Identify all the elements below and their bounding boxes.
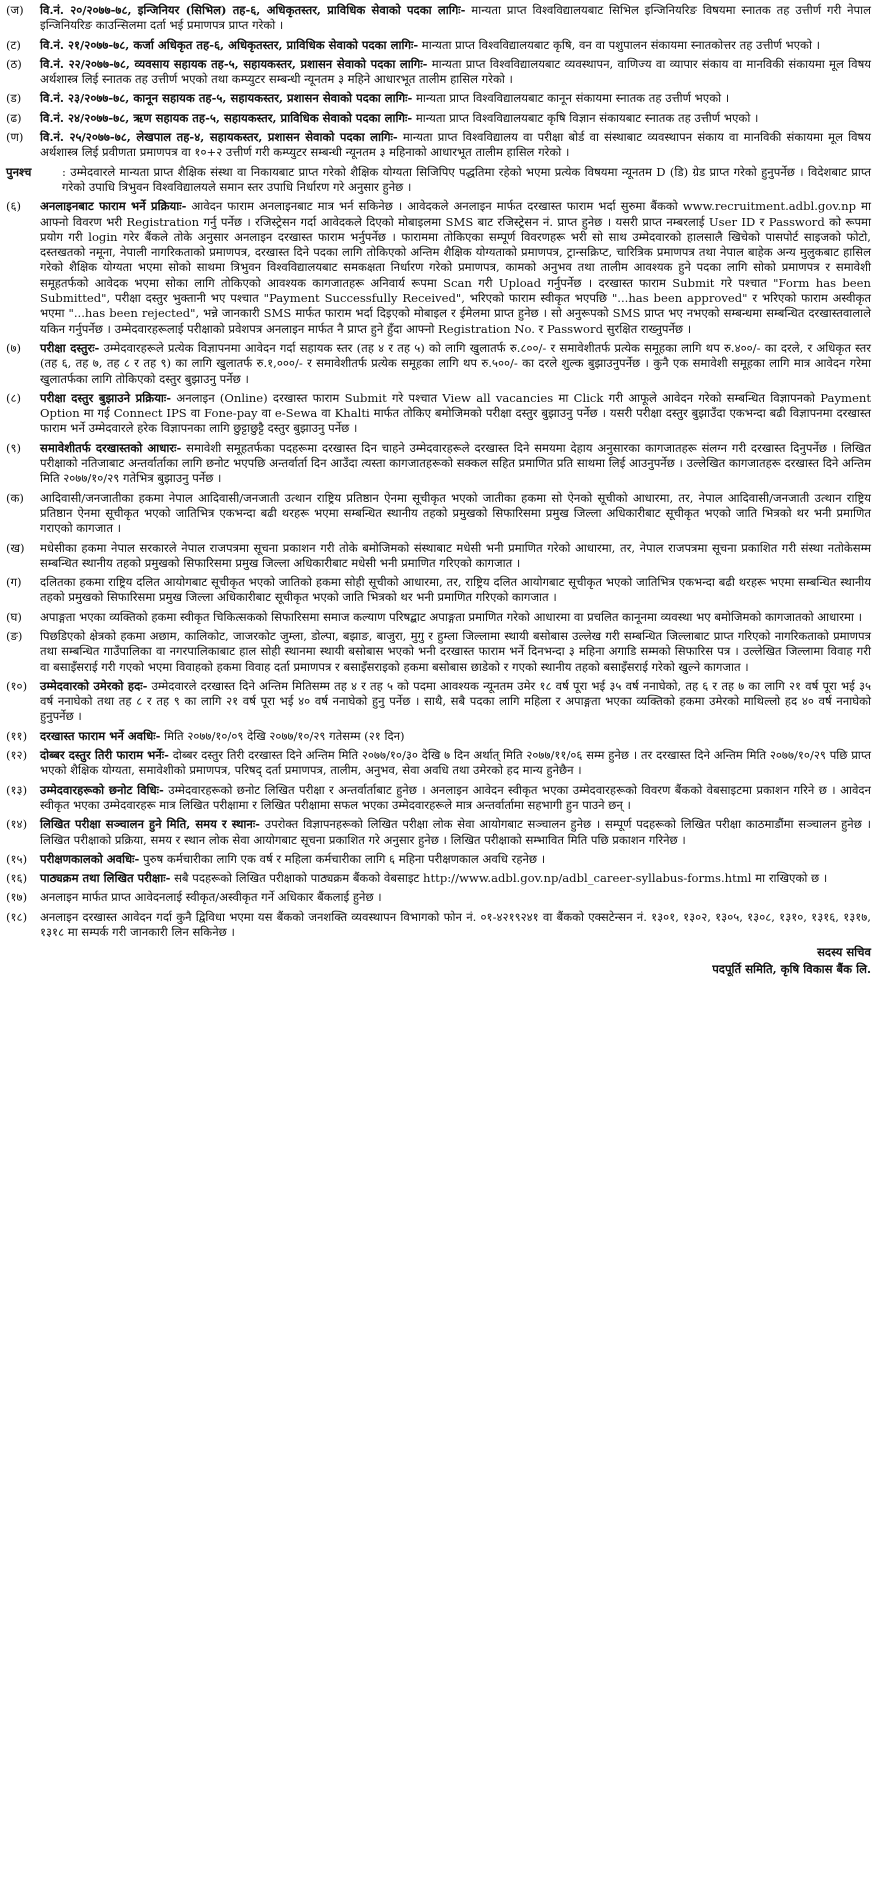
clause-text: मिति २०७७/१०/०९ देखि २०७७/१०/२९ गतेसम्म (२१ दिन)	[160, 728, 405, 743]
clause-body	[40, 3, 871, 34]
clause-text: मधेसीका हकमा नेपाल सरकारले नेपाल राजपत्रमा सूचना प्रकाशन गरी तोके बमोजिमको संस्थाबाट मधेसी भनी प्रमाणित गरेको आधारमा, तर, नेपाल राजपत्रमा सूचना प्रकाशित गरी संस्था नतोकेसम्म सम्बन्धित स्थानीय तहको प्रमुखको सिफारिसमा प्रमुख जिल्ला अधिकारीबाट मधेसी भनी प्रमाणित गरिएको कागजात ।	[40, 540, 871, 570]
notice-clause	[6, 165, 871, 196]
clause-text: मान्यता प्राप्त विश्वविद्यालय वा परीक्षा बोर्ड वा संस्थाबाट व्यवस्थापन संकाय वा मानविकी संकायमा मूल विषय अर्थशास्त्र लिई प्रवीणता प्रमाणपत्र वा १०+२ उत्तीर्ण गरी कम्प्युटर सम्बन्धी न्यूनतम ३ महिनाको आधारभूत तालीम हासिल गरेको ।	[40, 130, 871, 160]
clause-body	[40, 575, 871, 606]
clause-body	[40, 38, 871, 53]
clause-text: उम्मेदवारहरूको छनोट लिखित परीक्षा र अन्तर्वार्ताबाट हुनेछ । अनलाइन आवेदन स्वीकृत भएका उम्मेदवारहरूको विवरण बैंकको वेबसाइटमा प्रकाशन गरिने छ । आवेदन स्वीकृत भएका उम्मेदवारहरू मात्र लिखित परीक्षामा र लिखित परीक्षामा सफल भएका उम्मेदवारहरूले मात्र अन्तर्वार्तामा सहभागी हुन पाउने छन् ।	[40, 782, 871, 812]
clause-body	[40, 783, 871, 814]
clause-heading: दोब्बर दस्तुर तिरी फाराम भर्नेः-	[40, 748, 169, 763]
clause-number: (१२)	[6, 748, 28, 763]
notice-clause	[6, 910, 871, 941]
clause-number: (१०)	[6, 678, 28, 693]
notice-clause	[6, 199, 871, 337]
notice-items	[6, 3, 871, 940]
notice-clause	[6, 130, 871, 161]
clause-heading: परीक्षा दस्तुरः-	[40, 340, 100, 355]
notice-clause	[6, 629, 871, 675]
clause-number: (१८)	[6, 909, 28, 924]
clause-heading: लिखित परीक्षा सञ्चालन हुने मिति, समय र स्थानः-	[40, 817, 260, 832]
clause-number: (क)	[6, 490, 24, 505]
clause-text: मान्यता प्राप्त विश्वविद्यालयबाट कृषि, वन वा पशुपालन संकायमा स्नातकोत्तर तह उत्तीर्ण भएको ।	[418, 37, 821, 52]
clause-body	[40, 199, 871, 337]
clause-text: उपरोक्त विज्ञापनहरूको लिखित परीक्षा लोक सेवा आयोगबाट सञ्चालन हुनेछ । सम्पूर्ण पदहरूको लिखित परीक्षा काठमाडौंमा सञ्चालन हुनेछ । लिखित परीक्षाको प्रक्रिया, समय र स्थान लोक सेवा आयोगबाट सूचना प्रकाशित गरे अनुसार हुनेछ । लिखित परीक्षाको सम्भावित मिति पछि प्रकाशन गरिनेछ ।	[40, 817, 871, 847]
clause-number: (८)	[6, 390, 22, 405]
clause-heading: दरखास्त फाराम भर्ने अवधिः-	[40, 728, 161, 743]
clause-number: (१५)	[6, 851, 28, 866]
clause-number: (ख)	[6, 540, 25, 555]
clause-body	[40, 629, 871, 675]
clause-heading: समावेशीतर्फ दरखास्तको आधारः-	[40, 440, 182, 455]
notice-clause	[6, 679, 871, 725]
clause-body	[40, 610, 871, 625]
clause-text: अनलाइन मार्फत प्राप्त आवेदनलाई स्वीकृत/अस्वीकृत गर्ने अधिकार बैंकलाई हुनेछ ।	[40, 890, 382, 905]
clause-number: (ट)	[6, 37, 21, 52]
notice-clause	[6, 729, 871, 744]
clause-number: (१६)	[6, 871, 28, 886]
signature-organization: पदपूर्ति समिति, कृषि विकास बैंक लि.	[712, 962, 871, 977]
clause-text: अनलाइन (Online) दरखास्त फाराम Submit गरे पश्चात View all vacancies मा Click गरी आफूले आवेदन गरेको सम्बन्धित विज्ञापनको Payment Option मा गई Connect IPS वा Fone-pay वा e-Sewa वा Khalti मार्फत तोकिए बमोजिमको परीक्षा दस्तुर बुझाउनु पर्नेछ । यसरी परीक्षा दस्तुर बुझाउँदा एकभन्दा बढी विज्ञापनमा दरखास्त फाराम भर्ने उम्मेदवारले हरेक विज्ञापनका लागि छुट्टाछुट्टै दस्तुर बुझाउनु पर्नेछ ।	[40, 390, 871, 436]
clause-heading: वि.नं. २२/२०७७-७८, व्यवसाय सहायक तह-५, सहायकस्तर, प्रशासन सेवाको पदका लागिः-	[40, 56, 428, 71]
clause-body	[40, 748, 871, 779]
clause-text: मान्यता प्राप्त विश्वविद्यालयबाट व्यवस्थापन, वाणिज्य वा व्यापार संकाय वा मानविकी संकायमा मूल विषय अर्थशास्त्र लिई स्नातक तह उत्तीर्ण भएको तथा कम्प्युटर सम्बन्धी न्यूनतम ३ महिने आधारभूत तालीम हासिल गरेको ।	[40, 56, 871, 87]
notice-clause	[6, 91, 871, 106]
clause-text: मान्यता प्राप्त विश्वविद्यालयबाट सिभिल इन्जिनियरिङ विषयमा स्नातक तह उत्तीर्ण गरी नेपाल इन्जिनियरिङ काउन्सिलमा दर्ता भई प्रमाणपत्र प्राप्त गरेको ।	[40, 3, 872, 33]
notice-clause	[6, 748, 871, 779]
signature-title: सदस्य सचिव	[817, 945, 871, 960]
clause-body	[40, 679, 871, 725]
clause-body	[40, 729, 871, 744]
notice-clause	[6, 817, 871, 848]
clause-text: मान्यता प्राप्त विश्वविद्यालयबाट कृषि विज्ञान संकायबाट स्नातक तह उत्तीर्ण भएको ।	[412, 110, 759, 125]
clause-body	[40, 130, 871, 161]
clause-body	[40, 910, 871, 941]
clause-heading: वि.नं. २३/२०७७-७८, कानून सहायक तह-५, सहायकस्तर, प्रशासन सेवाको पदका लागिः-	[40, 91, 413, 106]
clause-number: (घ)	[6, 609, 22, 624]
clause-number: (ड)	[6, 91, 22, 106]
clause-heading: पाठ्यक्रम तथा लिखित परीक्षाः-	[40, 871, 171, 886]
clause-number: (१३)	[6, 782, 28, 797]
signature-block	[6, 944, 871, 978]
clause-number: (७)	[6, 340, 22, 355]
clause-number: पुनश्च	[6, 164, 32, 179]
clause-heading: परीक्षा दस्तुर बुझाउने प्रक्रियाः-	[40, 390, 172, 405]
clause-heading: उम्मेदवारको उमेरको हदः-	[40, 678, 148, 693]
clause-number: (ज)	[6, 3, 24, 17]
notice-clause	[6, 890, 871, 905]
clause-text: : उम्मेदवारले मान्यता प्राप्त शैक्षिक संस्था वा निकायबाट प्राप्त गरेको शैक्षिक योग्यता सिजिपिए पद्धतिमा रहेको भएमा प्रत्येक विषयमा न्यूनतम D (डि) ग्रेड प्राप्त गरेको हुनुपर्नेछ । विदेशबाट प्राप्त गरेको उपाधि त्रिभुवन विश्वविद्यालयले समान स्तर उपाधि निर्धारण गरे अनुसार हुनेछ ।	[62, 164, 871, 194]
clause-heading: वि.नं. २१/२०७७-७८, कर्जा अधिकृत तह-६, अधिकृतस्तर, प्राविधिक सेवाको पदका लागिः-	[40, 37, 419, 52]
clause-text: पिछडिएको क्षेत्रको हकमा अछाम, कालिकोट, जाजरकोट जुम्ला, डोल्पा, बझाङ, बाजुरा, मुगु र हुम्ला जिल्लामा स्थायी बसोबास उल्लेख गरी सम्बन्धित जिल्लाबाट प्राप्त गरिएको नागरिकताको प्रमाणपत्र तथा सम्बन्धित गाउँपालिका वा नगरपालिकाबाट हाल सोही स्थानमा स्थायी बसोबास भएको भनी दरखास्त फाराम भर्ने दिनभन्दा ३ महिना अगाडि सम्मको सिफारिस पत्र । उल्लेखित जिल्लामा विवाह गरी वा बसाइँसराई गरी गएको भएमा विवाहको हकमा विवाह दर्ता प्रमाणपत्र र बसाइँसराइको हकमा बसोबास छाडेको र गएको स्थानीय तहको बसाइँसराई गरेको खुल्ने कागजात ।	[40, 628, 871, 674]
clause-heading: अनलाइनबाट फाराम भर्ने प्रक्रियाः-	[40, 199, 187, 214]
clause-body	[40, 852, 871, 867]
clause-text: दलितका हकमा राष्ट्रिय दलित आयोगबाट सूचीकृत भएको जातिको हकमा सोही सूचीको आधारमा, तर, राष्ट्रिय दलित आयोगबाट सूचीकृत भएको जातिभित्र एकभन्दा बढी थरहरू भएमा सम्बन्धित स्थानीय तहको प्रमुखको सिफारिसमा प्रमुख जिल्ला अधिकारीबाट सूचीकृत भएको जाति भित्रको थर भनी प्रमाणित गरिएको कागजात ।	[40, 575, 871, 605]
clause-text: आदिवासी/जनजातीका हकमा नेपाल आदिवासी/जनजाती उत्थान राष्ट्रिय प्रतिष्ठान ऐनमा सूचीकृत भएको जातीका हकमा सो ऐनको सूचीको आधारमा, तर, नेपाल आदिवासी/जनजाती उत्थान राष्ट्रिय प्रतिष्ठान ऐनमा सूचीकृत भएको जातिभित्र एकभन्दा बढी थरहरू भएमा सम्बन्धित स्थानीय तहको प्रमुखको सिफारिसमा प्रमुख जिल्ला अधिकारीबाट सूचीकृत भएको जाति भित्रको थर भनी प्रमाणित गराएको कागजात ।	[40, 490, 871, 536]
clause-body	[40, 341, 871, 387]
clause-heading: परीक्षणकालको अवधिः-	[40, 851, 140, 866]
notice-clause	[6, 541, 871, 572]
clause-number: (ग)	[6, 575, 22, 590]
clause-number: (१७)	[6, 890, 28, 905]
clause-body	[40, 111, 871, 126]
clause-number: (११)	[6, 728, 28, 743]
clause-body	[40, 817, 871, 848]
clause-number: (ढ)	[6, 110, 22, 125]
clause-number: (ठ)	[6, 56, 22, 71]
notice-clause	[6, 3, 871, 34]
clause-heading: वि.नं. २०/२०७७-७८, इन्जिनियर (सिभिल) तह-६, अधिकृतस्तर, प्राविधिक सेवाको पदका लागिः-	[40, 3, 466, 17]
clause-number: (ङ)	[6, 628, 23, 643]
clause-number: (१४)	[6, 817, 28, 832]
notice-clause	[6, 57, 871, 88]
notice-clause	[6, 441, 871, 487]
clause-text: सबै पदहरूको लिखित परीक्षाको पाठ्यक्रम बैंकको वेबसाइट http://www.adbl.gov.np/adbl_career-syllabus-forms.html मा राखिएको छ ।	[170, 871, 828, 886]
notice-clause	[6, 852, 871, 867]
clause-body	[40, 541, 871, 572]
clause-body	[40, 391, 871, 437]
notice-clause	[6, 871, 871, 886]
notice-clause	[6, 341, 871, 387]
clause-text: अनलाइन दरखास्त आवेदन गर्दा कुनै द्विविधा भएमा यस बैंकको जनशक्ति व्यवस्थापन विभागको फोन नं. ०१-४२१९२४१ वा बैंकको एक्सटेन्सन नं. १३०१, १३०२, १३०५, १३०८, १३१०, १३१६, १३१७, १३१८ मा सम्पर्क गरी जानकारी लिन सकिनेछ ।	[40, 909, 871, 940]
clause-body	[40, 890, 871, 905]
clause-text: दोब्बर दस्तुर तिरी दरखास्त दिने अन्तिम मिति २०७७/१०/३० देखि ७ दिन अर्थात् मिति २०७७/११/०६ सम्म हुनेछ । तर दरखास्त दिने अन्तिम मिति २०७७/१०/२९ पछि प्राप्त भएको शैक्षिक योग्यता, समावेशीको प्रमाणपत्र, परिषद् दर्ता प्रमाणपत्र, तालीम, अनुभव, सेवा अवधि तथा उमेरको हद मान्य हुनेछैन ।	[40, 748, 871, 778]
clause-text: आवेदन फाराम अनलाइनबाट मात्र भर्न सकिनेछ । आवेदकले अनलाइन मार्फत दरखास्त फाराम भर्दा सुरुमा बैंकको www.recruitment.adbl.gov.np मा आफ्नो विवरण भरी Registration गर्नु पर्नेछ । रजिस्ट्रेसन गर्दा आवेदकले दिएको मोबाइलमा SMS बाट रजिस्ट्रेसन नं. प्राप्त हुनेछ । यसरी प्राप्त नम्बरलाई User ID र Password को रूपमा प्रयोग गरी login गरेर बैंकले तोके अनुसार अनलाइन दरखास्त फाराम भर्नुपर्नेछ । फाराममा तोकिएका सम्पूर्ण विवरणहरू भरी सो साथ उम्मेदवारको हालसालै खिचेको पासपोर्ट साइजको फोटो, दस्तखतको नमूना, नेपाली नागरिकताको प्रमाणपत्र, दरखास्त दिने पदका लागि तोकिएको अन्तिम शैक्षिक योग्यताको प्रमाणपत्र, ट्रान्सक्रिप्ट, चारित्रिक प्रमाणपत्र तथा नेपाल बाहेक अन्य मुलुकबाट हासिल गरेको शैक्षिक योग्यता भएमा सोको साथमा त्रिभुवन विश्वविद्यालयबाट समकक्षता निर्धारण गरेको प्रमाणपत्र, कामको अनुभव तथा तालीम आवश्यक हुने पदका लागि सोको प्रमाणपत्र र समावेशी समूहतर्फको आवेदक भएमा सोका लागि तोकिएको आवश्यक कागजातहरू अनिवार्य रूपमा Scan गरी Upload गर्नुपर्नेछ । दरखास्त फाराम Submit गरे पश्चात "Form has been Submitted", परीक्षा दस्तुर भुक्तानी भए पश्चात "Payment Successfully Received", भरिएको फाराम स्वीकृत भएपछि "...has been approved" र भरिएको फाराम अस्वीकृत भएमा "...has been rejected", भन्ने जानकारी SMS मार्फत फाराम भर्दा दिइएको मोबाइल र ईमेलमा प्राप्त हुनेछ । सो अनुरूपको SMS प्राप्त भए नभएको सम्बन्धमा सम्बन्धित दरखास्तवालाले यकिन गर्नुपर्नेछ । उम्मेदवारहरूलाई परीक्षाको प्रवेशपत्र अनलाइन मार्फत नै प्राप्त हुने हुँदा आफ्नो Registration No. र Password सुरक्षित राख्नुपर्नेछ ।	[40, 199, 871, 336]
notice-clause	[6, 38, 871, 53]
clause-text: अपाङ्गता भएका व्यक्तिको हकमा स्वीकृत चिकित्सकको सिफारिसमा समाज कल्याण परिषद्बाट अपाङ्गता प्रमाणित गरेको आधारमा वा प्रचलित कानूनमा व्यवस्था भए बमोजिमको कागजातको आधारमा ।	[40, 609, 863, 624]
clause-heading: वि.नं. २५/२०७७-७८, लेखपाल तह-४, सहायकस्तर, प्रशासन सेवाको पदका लागिः-	[40, 130, 398, 145]
clause-number: (ण)	[6, 130, 24, 145]
clause-heading: उम्मेदवारहरूको छनोट विधिः-	[40, 782, 164, 797]
clause-text: मान्यता प्राप्त विश्वविद्यालयबाट कानून संकायमा स्नातक तह उत्तीर्ण भएको ।	[412, 91, 730, 106]
notice-clause	[6, 491, 871, 537]
clause-text: समावेशी समूहतर्फका पदहरूमा दरखास्त दिन चाहने उम्मेदवारहरूले दरखास्त दिने समयमा देहाय अनुसारका कागजातहरू संलग्न गरी दरखास्त दिनुपर्नेछ । लिखित परीक्षाको नतिजाबाट अन्तर्वार्ताका लागि छनोट भएपछि अन्तर्वार्ता दिन आउँदा त्यस्ता कागजातहरूको सक्कल सहित प्रमाणित प्रति साथमा लिई आउनुपर्नेछ । उल्लेखित कागजातहरू दरखास्त दिने अन्तिम मिति २०७७/१०/२९ गतेभित्र बुझाउनु पर्नेछ ।	[40, 440, 872, 486]
clause-body	[40, 57, 871, 88]
clause-number: (६)	[6, 199, 22, 214]
notice-clause	[6, 610, 871, 625]
clause-body	[40, 491, 871, 537]
notice-clause	[6, 575, 871, 606]
clause-text: पुरुष कर्मचारीका लागि एक वर्ष र महिला कर्मचारीका लागि ६ महिना परीक्षणकाल अवधि रहनेछ ।	[139, 851, 546, 866]
notice-clause	[6, 783, 871, 814]
notice-clause	[6, 391, 871, 437]
clause-heading: वि.नं. २४/२०७७-७८, ऋण सहायक तह-५, सहायकस्तर, प्राविधिक सेवाको पदका लागिः-	[40, 110, 413, 125]
clause-body	[40, 441, 871, 487]
clause-number: (९)	[6, 440, 22, 455]
clause-text: उम्मेदवारले दरखास्त दिने अन्तिम मितिसम्म तह ४ र तह ५ को पदमा आवश्यक न्यूनतम उमेर १८ वर्ष पूरा भई ३५ वर्ष ननाघेको, तह ६ र तह ७ का लागि २१ वर्ष पूरा भई ३५ वर्ष ननाघेको तथा तह ८ र तह ९ का लागि २१ वर्ष पूरा भई ४० वर्ष ननाघेको हुनु पर्नेछ । साथै, सबै पदका लागि महिला र अपाङ्गता भएका व्यक्तिको हकमा उमेरको माथिल्लो हद ४० वर्ष ननाघेको हुनुपर्नेछ ।	[40, 678, 871, 724]
clause-body	[40, 871, 871, 886]
clause-body	[40, 91, 871, 106]
clause-text: उम्मेदवारहरूले प्रत्येक विज्ञापनमा आवेदन गर्दा सहायक स्तर (तह ४ र तह ५) को लागि खुलातर्फ रु.८००/- र समावेशीतर्फ प्रत्येक समूहका लागि थप रु.४००/- का दरले, र अधिकृत स्तर (तह ६, तह ७, तह ८ र तह ९) का लागि खुलातर्फ रु.१,०००/- र समावेशीतर्फ प्रत्येक समूहका लागि थप रु.५००/- का दरले शुल्क बुझाउनुपर्नेछ । कुनै एक समावेशी समूहका लागि मात्र आवेदन गरेमा खुलातर्फका लागि तोकिएको दस्तुर बुझाउनु पर्नेछ ।	[40, 340, 871, 386]
clause-body	[62, 165, 871, 196]
notice-clause	[6, 111, 871, 126]
